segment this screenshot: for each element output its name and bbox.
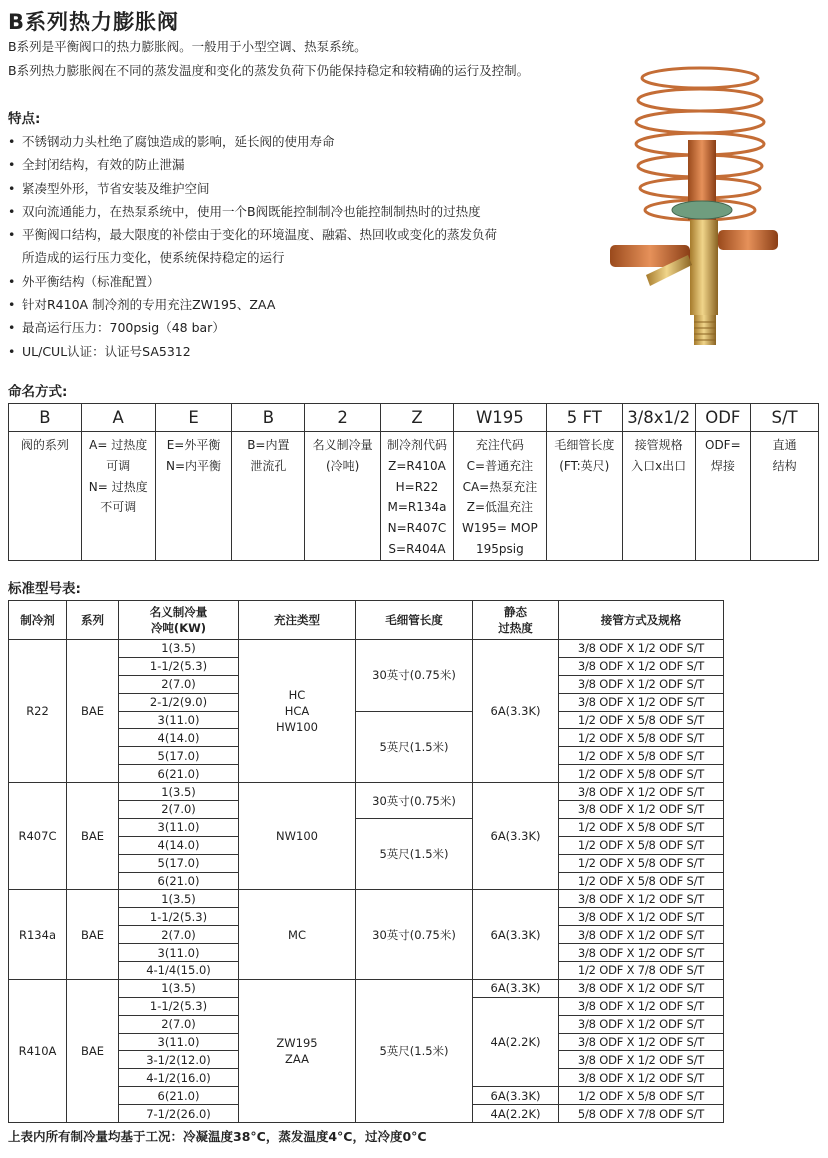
- feature-item: • 最高运行压力：700psig（48 bar）: [8, 316, 568, 339]
- naming-desc-row: [9, 432, 819, 561]
- feature-item: • 双向流通能力，在热泵系统中，使用一个B阀既能控制制冷也能控制制热时的过热度: [8, 200, 568, 223]
- charge-cell: NW100: [239, 783, 356, 890]
- capacity-cell: 6(21.0): [119, 1087, 239, 1105]
- capacity-cell: 3(11.0): [119, 944, 239, 962]
- superheat-cell: 6A(3.3K): [473, 979, 559, 997]
- capacity-cell: 1(3.5): [119, 640, 239, 658]
- column-header: 制冷剂: [9, 601, 67, 640]
- capacity-cell: 3(11.0): [119, 1033, 239, 1051]
- capacity-cell: 1(3.5): [119, 783, 239, 801]
- capacity-cell: 1(3.5): [119, 890, 239, 908]
- connection-cell: 5/8 ODF X 7/8 ODF S/T: [559, 1105, 724, 1123]
- connection-cell: 3/8 ODF X 1/2 ODF S/T: [559, 1069, 724, 1087]
- column-header: 系列: [67, 601, 119, 640]
- connection-cell: 3/8 ODF X 1/2 ODF S/T: [559, 1015, 724, 1033]
- table-row: [9, 890, 724, 908]
- naming-desc: 直通 结构: [751, 432, 819, 561]
- connection-cell: 1/2 ODF X 5/8 ODF S/T: [559, 818, 724, 836]
- table-row: [9, 783, 724, 801]
- capacity-cell: 4-1/4(15.0): [119, 962, 239, 980]
- naming-desc: A= 过热度 可调 N= 过热度 不可调: [81, 432, 155, 561]
- column-header: 充注类型: [239, 601, 356, 640]
- naming-code: S/T: [751, 404, 819, 432]
- superheat-cell: 4A(2.2K): [473, 997, 559, 1086]
- capillary-cell: 5英尺(1.5米): [356, 818, 473, 890]
- connection-cell: 3/8 ODF X 1/2 ODF S/T: [559, 1033, 724, 1051]
- refrigerant-cell: R22: [9, 640, 67, 783]
- footnote: 上表内所有制冷量均基于工况：冷凝温度38°C，蒸发温度4°C，过冷度0°C: [8, 1129, 427, 1144]
- features-heading: 特点:: [8, 111, 41, 127]
- feature-item: • 不锈钢动力头杜绝了腐蚀造成的影响，延长阀的使用寿命: [8, 130, 568, 153]
- bullet-icon: •: [8, 203, 16, 219]
- capacity-cell: 4-1/2(16.0): [119, 1069, 239, 1087]
- series-cell: BAE: [67, 890, 119, 979]
- naming-code: 5 FT: [546, 404, 622, 432]
- capacity-cell: 3(11.0): [119, 818, 239, 836]
- capacity-cell: 2(7.0): [119, 801, 239, 819]
- capacity-cell: 5(17.0): [119, 854, 239, 872]
- connection-cell: 3/8 ODF X 1/2 ODF S/T: [559, 944, 724, 962]
- naming-code: W195: [453, 404, 546, 432]
- feature-item: • 紧凑型外形，节省安装及维护空间: [8, 177, 568, 200]
- connection-cell: 3/8 ODF X 1/2 ODF S/T: [559, 979, 724, 997]
- refrigerant-cell: R407C: [9, 783, 67, 890]
- models-header-row: [9, 601, 724, 640]
- expansion-valve-image: [600, 60, 825, 360]
- feature-item: • 平衡阀口结构，最大限度的补偿由于变化的环境温度、融霜、热回收或变化的蒸发负荷: [8, 223, 568, 246]
- features-list: [8, 130, 568, 363]
- connection-cell: 1/2 ODF X 5/8 ODF S/T: [559, 729, 724, 747]
- feature-item: • UL/CUL认证：认证号SA5312: [8, 340, 568, 363]
- naming-desc: 充注代码 C=普通充注 CA=热泵充注 Z=低温充注 W195= MOP 195psig: [453, 432, 546, 561]
- bullet-icon: •: [8, 320, 16, 336]
- capacity-cell: 2-1/2(9.0): [119, 693, 239, 711]
- superheat-cell: 6A(3.3K): [473, 783, 559, 890]
- connection-cell: 3/8 ODF X 1/2 ODF S/T: [559, 908, 724, 926]
- naming-code: ODF: [695, 404, 751, 432]
- naming-code: A: [81, 404, 155, 432]
- capacity-cell: 2(7.0): [119, 926, 239, 944]
- bullet-icon: •: [8, 157, 16, 173]
- table-row: [9, 979, 724, 997]
- series-cell: BAE: [67, 979, 119, 1122]
- capacity-cell: 6(21.0): [119, 872, 239, 890]
- column-header: 静态 过热度: [473, 601, 559, 640]
- naming-desc: 名义制冷量 (冷吨): [305, 432, 381, 561]
- charge-cell: HC HCA HW100: [239, 640, 356, 783]
- superheat-cell: 6A(3.3K): [473, 890, 559, 979]
- capacity-cell: 2(7.0): [119, 1015, 239, 1033]
- superheat-cell: 6A(3.3K): [473, 1087, 559, 1105]
- capillary-cell: 5英尺(1.5米): [356, 711, 473, 783]
- column-header: 接管方式及规格: [559, 601, 724, 640]
- series-cell: BAE: [67, 640, 119, 783]
- bullet-icon: •: [8, 227, 16, 243]
- feature-item: • 全封闭结构，有效的防止泄漏: [8, 153, 568, 176]
- capacity-cell: 1(3.5): [119, 979, 239, 997]
- capacity-cell: 4(14.0): [119, 729, 239, 747]
- connection-cell: 3/8 ODF X 1/2 ODF S/T: [559, 801, 724, 819]
- models-heading: 标准型号表:: [8, 581, 81, 597]
- intro-line-2: B系列热力膨胀阀在不同的蒸发温度和变化的蒸发负荷下仍能保持稳定和较精确的运行及控制。: [8, 63, 530, 78]
- naming-desc: 接管规格 入口x出口: [622, 432, 695, 561]
- naming-code: Z: [381, 404, 454, 432]
- naming-code: E: [155, 404, 232, 432]
- capacity-cell: 6(21.0): [119, 765, 239, 783]
- column-header: 毛细管长度: [356, 601, 473, 640]
- connection-cell: 3/8 ODF X 1/2 ODF S/T: [559, 693, 724, 711]
- naming-code: 2: [305, 404, 381, 432]
- feature-item-continued: 所造成的运行压力变化，使系统保持稳定的运行: [22, 250, 285, 266]
- bullet-icon: •: [8, 134, 16, 149]
- capillary-cell: 5英尺(1.5米): [356, 979, 473, 1122]
- connection-cell: 1/2 ODF X 5/8 ODF S/T: [559, 1087, 724, 1105]
- connection-cell: 1/2 ODF X 5/8 ODF S/T: [559, 854, 724, 872]
- connection-cell: 1/2 ODF X 7/8 ODF S/T: [559, 962, 724, 980]
- naming-desc: E=外平衡 N=内平衡: [155, 432, 232, 561]
- capillary-cell: 30英寸(0.75米): [356, 640, 473, 712]
- connection-cell: 3/8 ODF X 1/2 ODF S/T: [559, 926, 724, 944]
- capacity-cell: 3-1/2(12.0): [119, 1051, 239, 1069]
- table-row: [9, 640, 724, 658]
- connection-cell: 1/2 ODF X 5/8 ODF S/T: [559, 872, 724, 890]
- capacity-cell: 1-1/2(5.3): [119, 657, 239, 675]
- models-table: [8, 600, 724, 1123]
- bullet-icon: •: [8, 343, 16, 359]
- capacity-cell: 2(7.0): [119, 675, 239, 693]
- capacity-cell: 1-1/2(5.3): [119, 908, 239, 926]
- intro-line-1: B系列是平衡阀口的热力膨胀阀。一般用于小型空调、热泵系统。: [8, 39, 367, 54]
- superheat-cell: 6A(3.3K): [473, 640, 559, 783]
- charge-cell: ZW195 ZAA: [239, 979, 356, 1122]
- connection-cell: 3/8 ODF X 1/2 ODF S/T: [559, 890, 724, 908]
- bullet-icon: •: [8, 297, 16, 313]
- connection-cell: 3/8 ODF X 1/2 ODF S/T: [559, 675, 724, 693]
- connection-cell: 1/2 ODF X 5/8 ODF S/T: [559, 765, 724, 783]
- connection-cell: 3/8 ODF X 1/2 ODF S/T: [559, 657, 724, 675]
- naming-code: B: [232, 404, 305, 432]
- naming-desc: B=内置 泄流孔: [232, 432, 305, 561]
- bullet-icon: •: [8, 180, 16, 196]
- naming-desc: 制冷剂代码 Z=R410A H=R22 M=R134a N=R407C S=R404A: [381, 432, 454, 561]
- feature-item: • 针对R410A 制冷剂的专用充注ZW195、ZAA: [8, 293, 568, 316]
- naming-table: [8, 403, 819, 561]
- capacity-cell: 1-1/2(5.3): [119, 997, 239, 1015]
- connection-cell: 3/8 ODF X 1/2 ODF S/T: [559, 783, 724, 801]
- naming-code-row: [9, 404, 819, 432]
- capillary-cell: 30英寸(0.75米): [356, 890, 473, 979]
- feature-item: • 外平衡结构（标准配置）: [8, 270, 568, 293]
- capacity-cell: 3(11.0): [119, 711, 239, 729]
- capacity-cell: 5(17.0): [119, 747, 239, 765]
- connection-cell: 1/2 ODF X 5/8 ODF S/T: [559, 747, 724, 765]
- naming-heading: 命名方式:: [8, 384, 68, 400]
- naming-desc: 毛细管长度 (FT:英尺): [546, 432, 622, 561]
- superheat-cell: 4A(2.2K): [473, 1105, 559, 1123]
- capillary-cell: 30英寸(0.75米): [356, 783, 473, 819]
- naming-desc: ODF= 焊接: [695, 432, 751, 561]
- models-body: [9, 640, 724, 1123]
- column-header: 名义制冷量 冷吨(KW): [119, 601, 239, 640]
- series-cell: BAE: [67, 783, 119, 890]
- capacity-cell: 4(14.0): [119, 836, 239, 854]
- connection-cell: 3/8 ODF X 1/2 ODF S/T: [559, 640, 724, 658]
- naming-code: 3/8x1/2: [622, 404, 695, 432]
- connection-cell: 1/2 ODF X 5/8 ODF S/T: [559, 711, 724, 729]
- connection-cell: 1/2 ODF X 5/8 ODF S/T: [559, 836, 724, 854]
- charge-cell: MC: [239, 890, 356, 979]
- refrigerant-cell: R134a: [9, 890, 67, 979]
- refrigerant-cell: R410A: [9, 979, 67, 1122]
- capacity-cell: 7-1/2(26.0): [119, 1105, 239, 1123]
- naming-code: B: [9, 404, 82, 432]
- naming-desc: 阀的系列: [9, 432, 82, 561]
- bullet-icon: •: [8, 273, 16, 289]
- connection-cell: 3/8 ODF X 1/2 ODF S/T: [559, 997, 724, 1015]
- connection-cell: 3/8 ODF X 1/2 ODF S/T: [559, 1051, 724, 1069]
- page-title: B系列热力膨胀阀: [8, 10, 180, 34]
